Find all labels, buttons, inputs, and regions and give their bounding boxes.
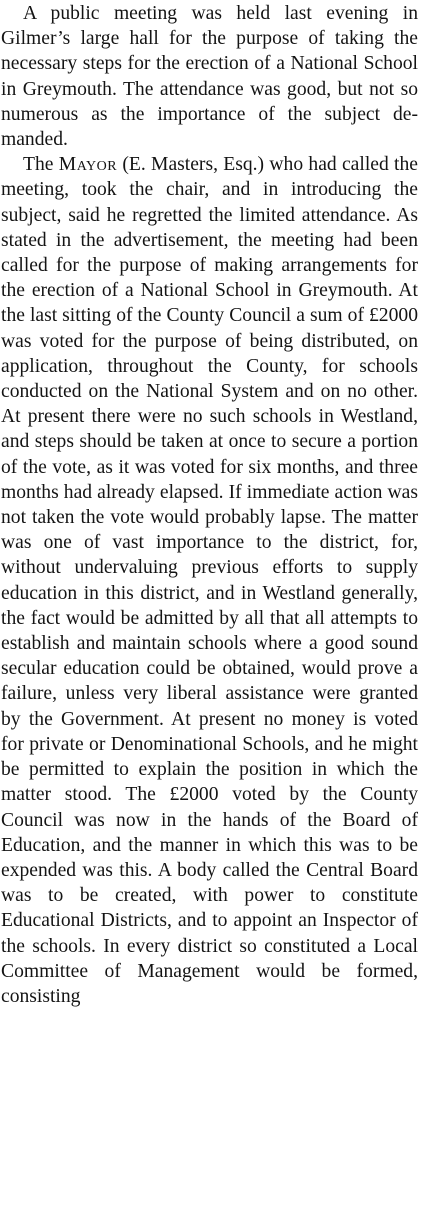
paragraph-text: (E. Masters, Esq.) who had called the meeting, took the chair, and in introducing the subject, said he regretted the limited attendance. As stated in the advertisement, the meeting had been called for the purpose of making arrangements for the erection of a National School in Greymouth. At the last sitting of the County Council a sum of £2000 was voted for the purpose of being distributed, on application, throughout the County, for schools conducted on the National System and on no other. At present there were no such schools in Westland, and steps should be taken at once to secure a portion of the vote, as it was voted for six months, and three months had already elapsed. If immediate action was not taken the vote would probably lapse. The matter was one of vast importance to the district, for, without undervaluing previous efforts to supply education in this district, and in Westland generally, the fact would be admitted by all that all attempts to establish and maintain schools where a good sound secular education could be obtained, would prove a failure, unless very liberal assistance were granted by the Government. At present no money is voted for private or Denominational Schools, and he might be permitted to explain the position in which the matter stood. The £2000 voted by the County Council was now in the hands of the Board of Education, and the manner in which this was to be expended was this. A body called the Central Board was to be created, with power to constitute Educational Districts, and to appoint an Inspector of the schools. In every district so constituted a Local Committee of Management would be formed, consisting [1,154,418,1007]
paragraph-mayor-address [1,152,418,1009]
speaker-title: Mayor [58,154,118,176]
paragraph-meeting-intro [1,1,418,152]
paragraph-lead: The [23,154,59,176]
paragraph-text: A public meeting was held last evening in Gilmer’s large hall for the purpose of taking the necessary steps for the erection of a National School in Greymouth. The attendance was good, but not so numerous as the importance of the subject demanded. [1,3,418,151]
